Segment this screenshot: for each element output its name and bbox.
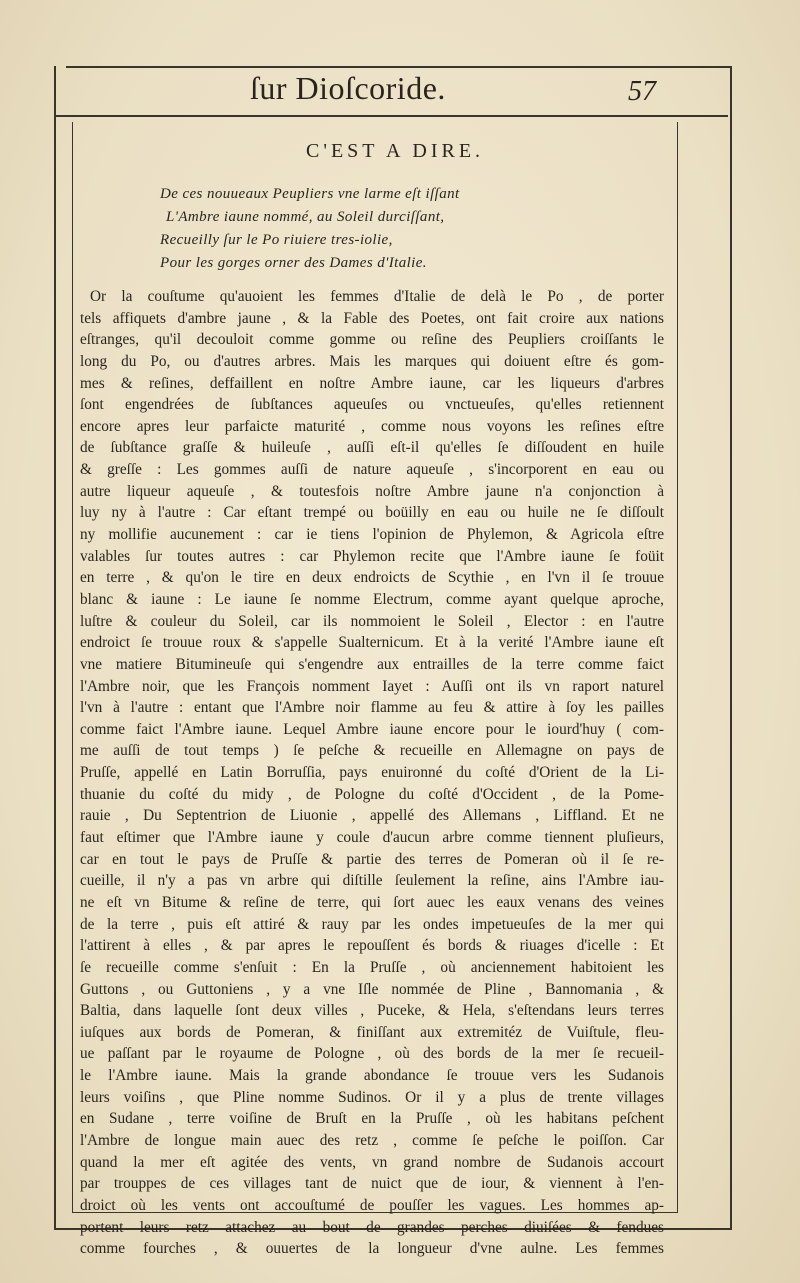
text-line: luſtre & couleur du Soleil, car ils nommoient le Soleil , Elector : en l'autre [80, 612, 664, 630]
text-line: thuanie du coſté du midy , de Pologne du coſté d'Occident , de la Pome- [80, 785, 664, 803]
header-rule [56, 115, 728, 117]
text-line: l'attirent à elles , & par apres le repouſſent és bords & riuages d'icelle : Et [80, 937, 664, 955]
text-line: blanc & iaune : Le iaune ſe nomme Electrum, comme ayant quelque aproche, [80, 590, 664, 608]
text-line: Baltia, dans laquelle ſont deux villes , Puceke, & Hela, s'eſtendans leurs terres [80, 1002, 664, 1020]
text-line: comme faict l'Ambre iaune. Lequel Ambre iaune encore pour le iourd'huy ( com- [80, 720, 664, 738]
text-line: ſont engendrées de ſubſtances aqueuſes ou vnctueuſes, qu'elles retiennent [80, 396, 664, 414]
text-line: leurs voiſins , que Pline nomme Sudinos. Or il y a plus de trente villages [80, 1088, 664, 1106]
text-line: en terre , & qu'on le tire en deux endroicts de Scythie , en l'vn il ſe trouue [80, 569, 664, 587]
text-line: quand la mer eſt agitée des vents, vn grand nombre de Sudanois accourt [80, 1153, 664, 1171]
text-line: ny mollifie aucunement : car ie tiens l'opinion de Phylemon, & Agricola eſtre [80, 526, 664, 544]
section-heading: C'EST A DIRE. [306, 140, 485, 162]
running-head: ſur Dioſcoride. [250, 70, 446, 106]
text-line: le l'Ambre iaune. Mais la grande abondance ſe trouue vers les Sudanois [80, 1067, 664, 1085]
body-text [80, 286, 664, 1260]
poem-line: De ces nouueaux Peupliers vne larme eſt iſſant [160, 186, 460, 202]
text-line: encore apres leur parfaicte maturité , comme nous voyons les reſines eſtre [80, 417, 664, 435]
text-line: comme fourches , & ouuertes de la longueur d'vne aulne. Les femmes [80, 1240, 664, 1258]
text-line: Or la couſtume qu'auoient les femmes d'Italie de delà le Po , de porter [90, 288, 664, 305]
text-line: l'Ambre de longue main auec des retz , comme ſe peſche le poiſſon. Car [80, 1131, 664, 1149]
text-line: autre liqueur aqueuſe , & toutesfois noſtre Ambre jaune n'a conjonction à [80, 482, 664, 500]
text-line: de ſubſtance graſſe & huileuſe , auſſi eſt-il qu'elles ſe diſſoudent en huile [80, 439, 664, 457]
page-number: 57 [628, 76, 656, 107]
text-line: droict où les vents ont accouſtumé de pouſſer les vagues. Les hommes ap- [80, 1196, 664, 1214]
text-line: Guttons , ou Guttoniens , y a vne Iſle nommée de Pline , Bannomania , & [80, 980, 664, 998]
poem-line: Pour les gorges orner des Dames d'Italie. [160, 255, 427, 271]
text-line: long du Po, ou d'autres arbres. Mais les marques qui doiuent eſtre és gom- [80, 352, 664, 370]
text-line: mes & reſines, deffaillent en noſtre Ambre iaune, car les liqueurs d'arbres [80, 374, 664, 392]
text-line: eſtranges, qu'il decouloit comme gomme ou reſine des Peupliers croiſſants le [80, 331, 664, 349]
text-line: Pruſſe, appellé en Latin Borruſſia, pays enuironné du coſté d'Orient de la Li- [80, 764, 664, 782]
text-line: de la terre , puis eſt attiré & rauy par les ondes impetueuſes de la mer qui [80, 915, 664, 933]
text-line: faut eſtimer que l'Ambre iaune y coule d'aucun arbre comme tiennent pluſieurs, [80, 829, 664, 847]
text-line: rauie , Du Septentrion de Liuonie , appellé des Allemans , Liffland. Et ne [80, 807, 664, 825]
text-line: vne matiere Bitumineuſe qui s'engendre aux entrailles de la terre comme faict [80, 655, 664, 673]
text-line: tels affiquets d'ambre jaune , & la Fable des Poetes, ont fait croire aux nations [80, 309, 664, 327]
text-line: cueille, il n'y a pas vn arbre qui diſtille ſeulement la reſine, ains l'Ambre iau- [80, 872, 664, 890]
top-rule [66, 66, 730, 68]
text-line: par trouppes de ces villages tant de nuict que de iour, & viennent à l'en- [80, 1175, 664, 1193]
text-line: & greſſe : Les gommes auſſi de nature aqueuſe , s'incorporent en eau ou [80, 461, 664, 479]
text-line: ne eſt vn Bitume & reſine de terre, qui ſort auec les eaux venans des veines [80, 893, 664, 911]
text-line: ue paſſant par le royaume de Pologne , où des bords de la mer ſe recueil- [80, 1045, 664, 1063]
text-line: ſe recueille comme s'enſuit : En la Pruſſe , où anciennement habitoient les [80, 958, 664, 976]
text-line: endroict ſe trouue roux & s'appelle Sualternicum. Et à la verité l'Ambre iaune eſt [80, 634, 664, 652]
poem [160, 186, 620, 278]
text-line: me auſſi de tout temps ) ſe peſche & recueille en Allemagne on pays de [80, 742, 664, 760]
text-line: en Sudane , terre voiſine de Bruſt en la Pruſſe , où les habitans peſchent [80, 1110, 664, 1128]
text-line: valables ſur toutes autres : car Phylemon recite que l'Ambre iaune ſe foüit [80, 547, 664, 565]
text-line: luy ny à l'autre : Car eſtant trempé ou boüilly en eau ou huile ne ſe diſſoult [80, 504, 664, 522]
text-line: l'vn à l'autre : entant que l'Ambre noir flamme au feu & attire à ſoy les pailles [80, 699, 664, 717]
text-line: car en tout le pays de Pruſſe & partie des terres de Pomeran où il ſe re- [80, 850, 664, 868]
text-line: portent leurs retz attachez au bout de grandes perches diuiſées & fendues [80, 1218, 664, 1236]
poem-line: Recueilly ſur le Po riuiere tres-iolie, [160, 232, 393, 248]
poem-line: L'Ambre iaune nommé, au Soleil durciſſant, [166, 209, 445, 225]
text-line: iuſques aux bords de Pomeran, & finiſſant aux extremitéz de Vuiſtule, fleu- [80, 1023, 664, 1041]
text-line: l'Ambre noir, que les François nomment Iayet : Auſſi ont ils vn raport naturel [80, 677, 664, 695]
